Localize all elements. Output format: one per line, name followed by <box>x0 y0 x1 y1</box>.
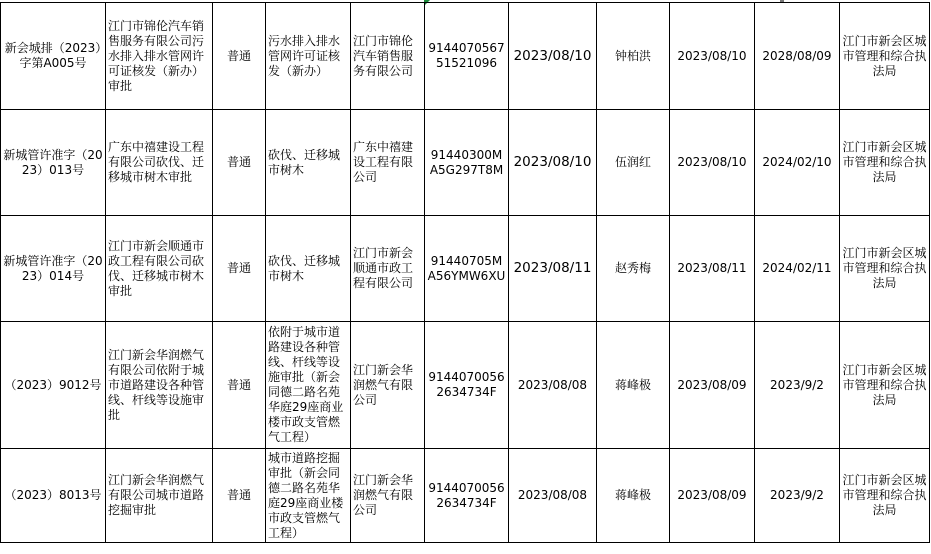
doc-number-cell: 新城管许准字（2023）014号 <box>1 216 106 322</box>
valid-to-cell: 2023/9/2 <box>755 322 840 449</box>
credit-code-cell: 91440705MA56YMW6XU <box>425 216 509 322</box>
authority-cell: 江门市新会区城市管理和综合执法局 <box>840 110 930 216</box>
permit-type-cell: 普通 <box>213 449 266 543</box>
authority-cell: 江门市新会区城市管理和综合执法局 <box>840 3 930 110</box>
credit-code-cell: 91440300MA5G297T8M <box>425 110 509 216</box>
authority-cell: 江门市新会区城市管理和综合执法局 <box>840 322 930 449</box>
valid-from-cell: 2023/08/10 <box>670 3 755 110</box>
approval-item-cell: 江门新会华润燃气有限公司依附于城市道路建设各种管线、杆线等设施审批 <box>106 322 213 449</box>
credit-code-cell: 91440700562634734F <box>425 449 509 543</box>
decision-date-cell: 2023/08/11 <box>509 216 597 322</box>
approval-item-cell: 广东中禧建设工程有限公司砍伐、迁移城市树木审批 <box>106 110 213 216</box>
permit-content-cell: 依附于城市道路建设各种管线、杆线等设施审批（新会同德二路名苑华庭29座商业楼市政支管燃气工程） <box>266 322 351 449</box>
table-row <box>1 3 930 110</box>
permit-content-cell: 砍伐、迁移城市树木 <box>266 216 351 322</box>
applicant-cell: 江门市锦伦汽车销售服务有限公司 <box>351 3 425 110</box>
doc-number-cell: （2023）9012号 <box>1 322 106 449</box>
decision-date-cell: 2023/08/08 <box>509 449 597 543</box>
legal-rep-cell: 钟柏洪 <box>597 3 670 110</box>
permit-type-cell: 普通 <box>213 322 266 449</box>
legal-rep-cell: 蒋峰极 <box>597 322 670 449</box>
legal-rep-cell: 赵秀梅 <box>597 216 670 322</box>
credit-code-cell: 914407056751521096 <box>425 3 509 110</box>
doc-number-cell: 新会城排（2023）字第A005号 <box>1 3 106 110</box>
table-row <box>1 110 930 216</box>
doc-number-cell: 新城管许准字（2023）013号 <box>1 110 106 216</box>
valid-from-cell: 2023/08/09 <box>670 449 755 543</box>
valid-to-cell: 2024/02/11 <box>755 216 840 322</box>
permit-content-cell: 污水排入排水管网许可证核发（新办） <box>266 3 351 110</box>
valid-from-cell: 2023/08/10 <box>670 110 755 216</box>
approval-item-cell: 江门新会华润燃气有限公司城市道路挖掘审批 <box>106 449 213 543</box>
credit-code-cell: 91440700562634734F <box>425 322 509 449</box>
valid-to-cell: 2023/9/2 <box>755 449 840 543</box>
permit-content-cell: 砍伐、迁移城市树木 <box>266 110 351 216</box>
authority-cell: 江门市新会区城市管理和综合执法局 <box>840 216 930 322</box>
legal-rep-cell: 蒋峰极 <box>597 449 670 543</box>
applicant-cell: 江门新会华润燃气有限公司 <box>351 322 425 449</box>
approval-item-cell: 江门市新会顺通市政工程有限公司砍伐、迁移城市树木审批 <box>106 216 213 322</box>
legal-rep-cell: 伍润红 <box>597 110 670 216</box>
permit-content-cell: 城市道路挖掘审批（新会同德二路名苑华庭29座商业楼市政支管燃气工程） <box>266 449 351 543</box>
authority-cell: 江门市新会区城市管理和综合执法局 <box>840 449 930 543</box>
permit-table <box>0 2 930 543</box>
valid-from-cell: 2023/08/09 <box>670 322 755 449</box>
decision-date-cell: 2023/08/08 <box>509 322 597 449</box>
valid-to-cell: 2024/02/10 <box>755 110 840 216</box>
table-row <box>1 322 930 449</box>
applicant-cell: 江门新会华润燃气有限公司 <box>351 449 425 543</box>
permit-type-cell: 普通 <box>213 3 266 110</box>
permit-type-cell: 普通 <box>213 216 266 322</box>
decision-date-cell: 2023/08/10 <box>509 3 597 110</box>
valid-to-cell: 2028/08/09 <box>755 3 840 110</box>
applicant-cell: 江门市新会顺通市政工程有限公司 <box>351 216 425 322</box>
decision-date-cell: 2023/08/10 <box>509 110 597 216</box>
valid-from-cell: 2023/08/11 <box>670 216 755 322</box>
permit-type-cell: 普通 <box>213 110 266 216</box>
doc-number-cell: （2023）8013号 <box>1 449 106 543</box>
table-row <box>1 449 930 543</box>
approval-item-cell: 江门市锦伦汽车销售服务有限公司污水排入排水管网许可证核发（新办）审批 <box>106 3 213 110</box>
applicant-cell: 广东中禧建设工程有限公司 <box>351 110 425 216</box>
table-row <box>1 216 930 322</box>
